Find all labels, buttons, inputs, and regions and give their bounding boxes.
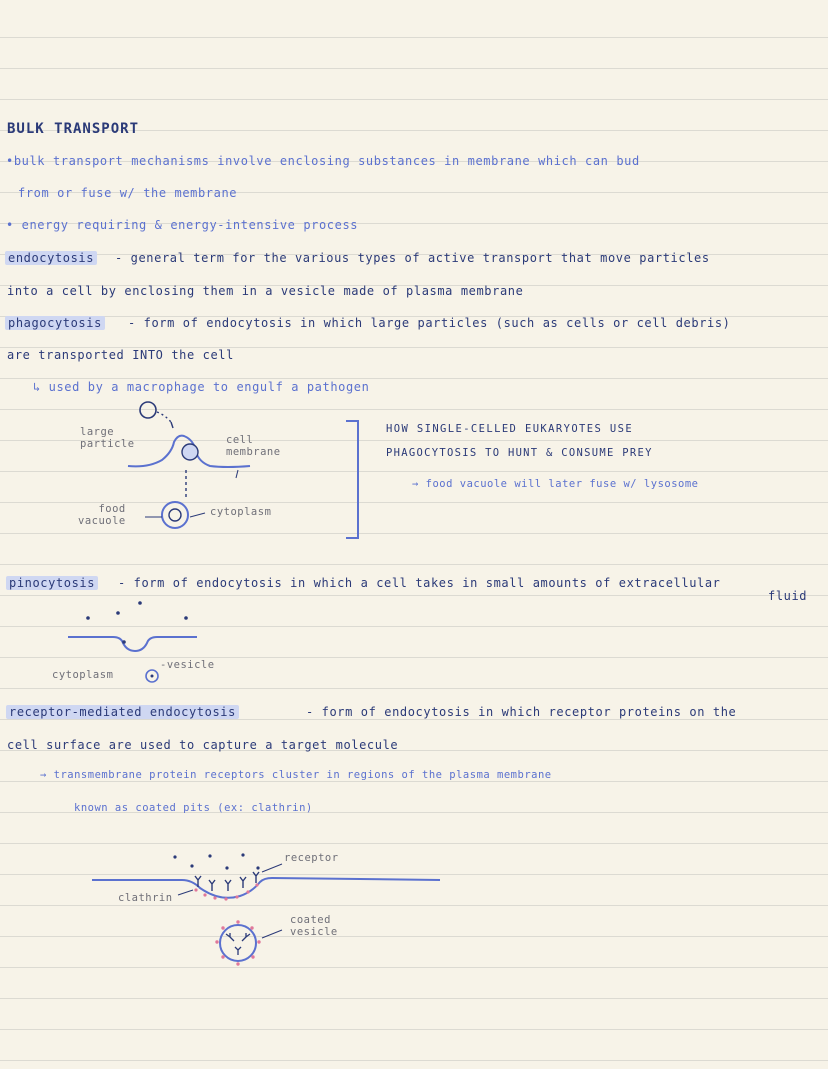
label-pino-vesicle: -vesicle [160,659,215,671]
label-cell-membrane: cell membrane [226,434,281,458]
label-pino-cytoplasm: cytoplasm [52,669,114,681]
def-pinocytosis-line2: fluid [768,589,808,603]
note-phagocytosis-line3: → food vacuole will later fuse w/ lysosome [412,478,699,490]
note-phagocytosis-line1: HOW SINGLE-CELLED EUKARYOTES USE [386,423,634,435]
term-phagocytosis: phagocytosis [5,316,105,330]
def-pinocytosis-line1: - form of endocytosis in which a cell takes in small amounts of extracellular [118,576,721,590]
phagocytosis-example: ↳ used by a macrophage to engulf a pathogen [33,380,370,394]
term-pinocytosis: pinocytosis [6,576,98,590]
label-clathrin: clathrin [118,892,173,904]
term-endocytosis: endocytosis [5,251,97,265]
bullet-bulk-transport-line1: •bulk transport mechanisms involve enclosing substances in membrane which can bud [6,154,640,168]
label-large-particle: large particle [80,426,135,450]
def-receptor-mediated-line2: cell surface are used to capture a target molecule [7,738,399,752]
label-receptor: receptor [284,852,339,864]
bullet-bulk-transport-line2: from or fuse w/ the membrane [18,186,238,200]
label-food-vacuole: food vacuole [78,503,126,527]
def-endocytosis-line2: into a cell by enclosing them in a vesicle made of plasma membrane [7,284,524,298]
def-phagocytosis-line2: are transported INTO the cell [7,348,234,362]
def-phagocytosis-line1: - form of endocytosis in which large particles (such as cells or cell debris) [128,316,731,330]
def-receptor-mediated-line1: - form of endocytosis in which receptor proteins on the [306,705,737,719]
note-receptor-line1: → transmembrane protein receptors cluster in regions of the plasma membrane [40,769,552,781]
note-phagocytosis-line2: PHAGOCYTOSIS TO HUNT & CONSUME PREY [386,447,653,459]
bullet-energy: • energy requiring & energy-intensive process [6,218,359,232]
page-title: BULK TRANSPORT [7,121,140,137]
term-receptor-mediated: receptor-mediated endocytosis [6,705,239,719]
def-endocytosis-line1: - general term for the various types of active transport that move particles [115,251,710,265]
note-receptor-line2: known as coated pits (ex: clathrin) [74,802,313,814]
label-cytoplasm: cytoplasm [210,506,272,518]
label-coated-vesicle: coated vesicle [290,914,338,938]
